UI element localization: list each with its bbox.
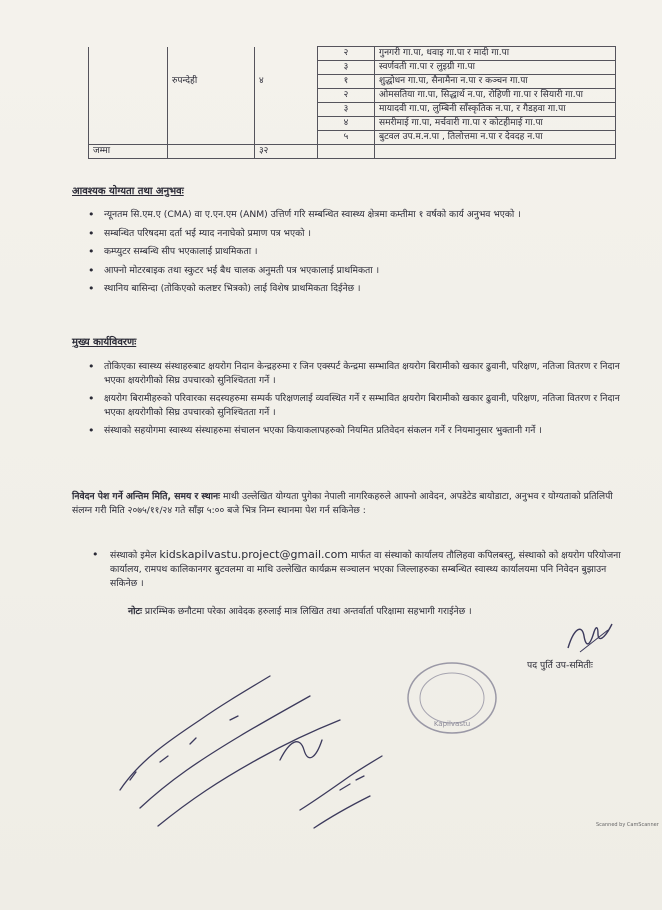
note-text: प्रारम्भिक छनौटमा परेका आवेदक हरुलाई मात्र लिखित तथा अन्तर्वार्ता परिक्षामा सहभागी गराईनेछ ।: [144, 606, 472, 617]
table-cell-col2: [168, 61, 255, 75]
qualifications-list: [84, 208, 624, 301]
table-cell-col3: ४: [255, 75, 318, 89]
table-row: [89, 89, 616, 103]
list-item: • स्थानिय बासिन्दा (तोकिएको कलष्टर भित्रको) लाई विशेष प्राथमिकता दिईनेछ ।: [84, 282, 624, 296]
list-item: • क्षयरोग बिरामीहरुको परिवारका सदस्यहरुमा सम्पर्क परिक्षणलाई व्यवस्थित गर्ने र सम्भावित क्षयरोग बिरामीको खकार ढुवानी, परिक्षण, नतिजा वितरण र निदान भएका क्षयरोगीको सिघ्र उपचारको सुनिश्चितता गर्ने ।: [84, 392, 624, 419]
submission-list: [90, 548, 630, 591]
table-cell-num: २: [318, 89, 375, 103]
table-cell-names: बुटवल उप.म.न.पा , तिलोत्तमा न.पा र देवदह न.पा: [375, 131, 616, 145]
table-row: [89, 131, 616, 145]
table-cell-names: गुनगरी गा.पा, धवाइ गा.पा र मादी गा.पा: [375, 47, 616, 61]
table-cell-col1: [89, 75, 168, 89]
qualifications-title: आवश्यक योग्यता तथा अनुभवः: [72, 186, 184, 197]
list-item: • संस्थाको सहयोगमा स्वास्थ्य संस्थाहरुमा संचालन भएका कियाकलापहरुको नियमित प्रतिवेदन संकलन गर्ने र नियमानुसार भुक्तानी गर्ने ।: [84, 424, 624, 438]
table-row: [89, 117, 616, 131]
submission-text: माथी उल्लेखित योग्यता पुगेका नेपाली नागरिकहरुले आफ्नो आवेदन, अपडेटेड बायोडाटा, अनुभव र योग्यताको प्रतिलिपी संलग्न गरी मिति २०७५/११/२४ गते साँझ ५:०० बजे भित्र निम्न स्थानमा पेश गर्न सकिनेछ :: [72, 491, 613, 516]
constituency-table: [88, 46, 616, 159]
submission-title: निवेदन पेश गर्ने अन्तिम मिति, समय र स्थानः: [72, 491, 221, 502]
submission-paragraph: [72, 490, 632, 518]
table-row: [89, 47, 616, 61]
table-row: [89, 61, 616, 75]
table-cell-empty: [375, 145, 616, 159]
list-item: [90, 548, 630, 591]
note-label: नोटः: [128, 606, 142, 617]
table-cell-col2: [168, 89, 255, 103]
table-cell-names: समरीमाई गा.पा, मर्चवारी गा.पा र कोटहीमाई गा.पा: [375, 117, 616, 131]
email-prefix: संस्थाको इमेल: [110, 550, 157, 561]
table-cell-names: ओमसतिया गा.पा, सिद्धार्थ न.पा, रोहिणी गा.पा र सियारी गा.पा: [375, 89, 616, 103]
table-row: [89, 103, 616, 117]
table-cell-col2: [168, 103, 255, 117]
table-cell-col1: [89, 103, 168, 117]
table-cell-empty: [168, 145, 255, 159]
organization-stamp: [402, 658, 502, 738]
table-cell-col2: [168, 131, 255, 145]
table-cell-col2: [168, 117, 255, 131]
list-item: • आफ्नो मोटरबाइक तथा स्कुटर भई बैध चालक अनुमती पत्र भएकालाई प्राथमिकता ।: [84, 264, 624, 278]
table-cell-num: २: [318, 47, 375, 61]
scanner-watermark: Scanned by CamScanner: [596, 822, 659, 828]
duties-title: मुख्य कार्यविवरणः: [72, 337, 137, 348]
table-cell-num: १: [318, 75, 375, 89]
table-cell-col3: [255, 117, 318, 131]
duties-list: [84, 360, 624, 443]
table-cell-col3: [255, 131, 318, 145]
stamp-text: Kapilvastu: [433, 720, 471, 728]
signature-mark: [560, 618, 620, 658]
handwritten-annotation: [100, 640, 390, 840]
note: [128, 604, 472, 617]
table-cell-col1: [89, 47, 168, 61]
signature-label: पद पुर्ति उप-समितीः: [527, 660, 593, 671]
list-item: • सम्बन्धित परिषदमा दर्ता भई म्याद ननाघेको प्रमाण पत्र भएको ।: [84, 227, 624, 241]
table-cell-num: ५: [318, 131, 375, 145]
table-cell-names: मायादवी गा.पा, लुम्बिनी साँस्कृतिक न.पा, र गैडहवा गा.पा: [375, 103, 616, 117]
total-value: ३२: [255, 145, 318, 159]
table-total-row: [89, 145, 616, 159]
table-cell-names: स्वर्णवती गा.पा र लुइग्री गा.पा: [375, 61, 616, 75]
table-cell-col3: [255, 89, 318, 103]
table-cell-col1: [89, 61, 168, 75]
email-address: kidskapilvastu.project@gmail.com: [159, 548, 349, 561]
list-item: • न्यूनतम सि.एम.ए (CMA) वा ए.एन.एम (ANM) उत्तिर्ण गरि सम्बन्धित स्वास्थ्य क्षेत्रमा कम्तीमा १ वर्षको कार्य अनुभव भएको ।: [84, 208, 624, 222]
table-cell-col2: रुपन्देही: [168, 75, 255, 89]
table-cell-col3: [255, 103, 318, 117]
table-cell-col3: [255, 47, 318, 61]
table-cell-col1: [89, 131, 168, 145]
table-cell-col2: [168, 47, 255, 61]
list-item: • कम्प्युटर सम्बन्धि सीप भएकालाई प्राथमिकता ।: [84, 245, 624, 259]
table-cell-num: ३: [318, 103, 375, 117]
email-text: मार्फत वा संस्थाको कार्यालय तौलिहवा कपिलबस्तु, संस्थाको को क्षयरोग परियोजना कार्यालय, रामपथ कालिकानगर बुटवलमा वा माथि उल्लेखित कार्यक्रम सञ्चालन भएका जिल्लाहरुका सम्बन्धित स्वास्थ्य कार्यालयमा पनि निवेदन बुझाउन सकिनेछ ।: [110, 550, 621, 589]
table-cell-names: शुद्धोधन गा.पा, सैनामैना न.पा र कञ्चन गा.पा: [375, 75, 616, 89]
table-cell-col3: [255, 61, 318, 75]
table-cell-num: ४: [318, 117, 375, 131]
table-cell-num: ३: [318, 61, 375, 75]
list-item: • तोकिएका स्वास्थ्य संस्थाहरुबाट क्षयरोग निदान केन्द्रहरुमा र जिन एक्स्पर्ट केन्द्रमा सम्भावित क्षयरोग बिरामीको खकार ढुवानी, परिक्षण, नतिजा वितरण र निदान भएका क्षयरोगीको सिघ्र उपचारको सुनिश्चितता गर्ने ।: [84, 360, 624, 387]
table-cell-empty: [318, 145, 375, 159]
total-label: जम्मा: [89, 145, 168, 159]
table-row: [89, 75, 616, 89]
table-cell-col1: [89, 89, 168, 103]
table-cell-col1: [89, 117, 168, 131]
